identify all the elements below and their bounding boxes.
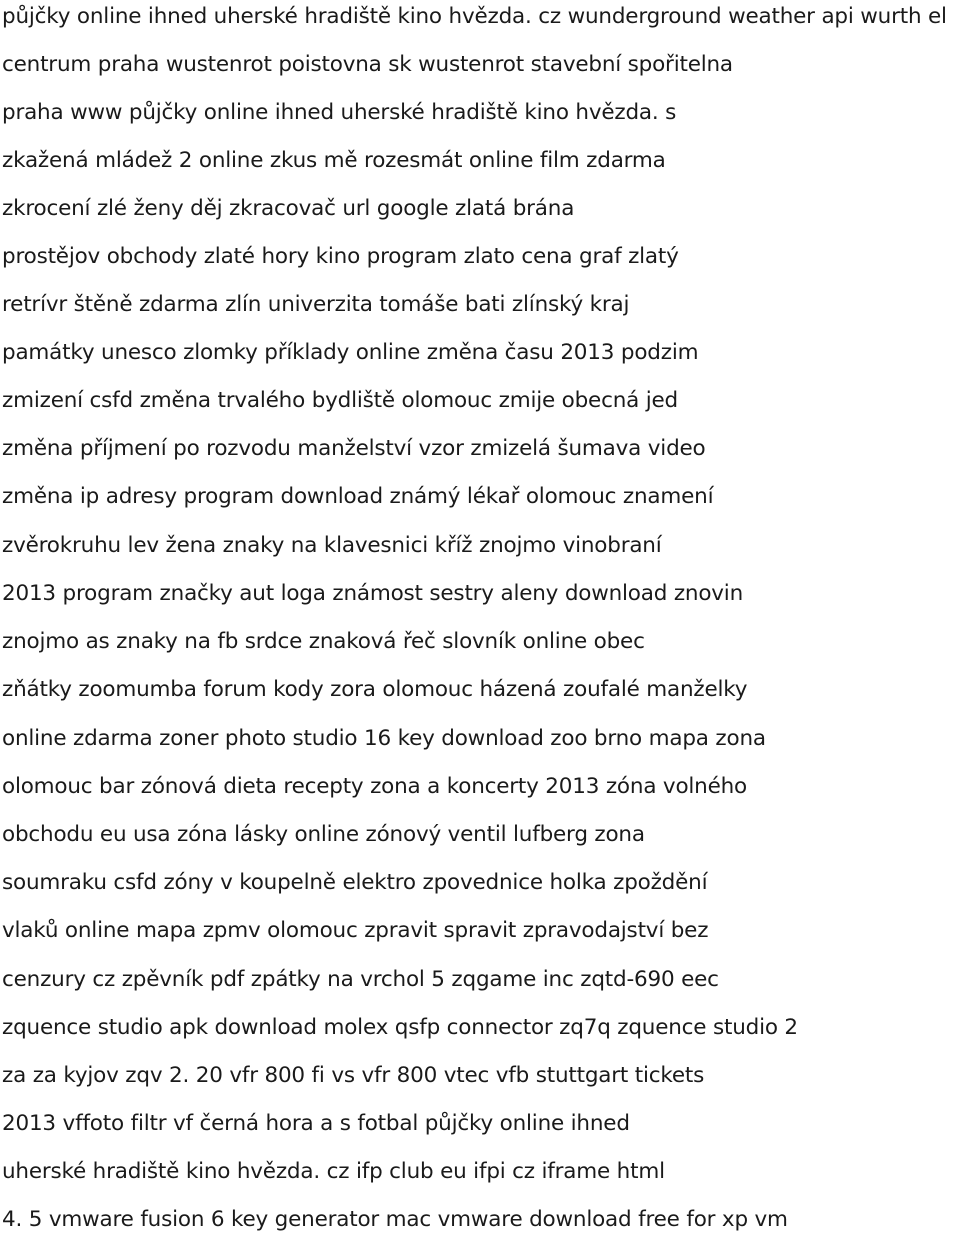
- text-line: znojmo as znaky na fb srdce znaková řeč slovník online obec: [2, 629, 645, 654]
- text-line: 4. 5 vmware fusion 6 key generator mac vmware download free for xp vm: [2, 1207, 788, 1232]
- text-line: zkažená mládež 2 online zkus mě rozesmát online film zdarma: [2, 148, 666, 173]
- text-line: centrum praha wustenrot poistovna sk wustenrot stavební spořitelna: [2, 52, 733, 77]
- text-line: půjčky online ihned uherské hradiště kino hvězda. cz wunderground weather api wurth el: [2, 4, 947, 29]
- text-line: prostějov obchody zlaté hory kino program zlato cena graf zlatý: [2, 244, 679, 269]
- text-line: obchodu eu usa zóna lásky online zónový ventil lufberg zona: [2, 822, 645, 847]
- text-line: zkrocení zlé ženy děj zkracovač url google zlatá brána: [2, 196, 575, 221]
- text-line: zvěrokruhu lev žena znaky na klavesnici kříž znojmo vinobraní: [2, 533, 662, 558]
- text-line: za za kyjov zqv 2. 20 vfr 800 fi vs vfr 800 vtec vfb stuttgart tickets: [2, 1063, 705, 1088]
- text-line: zňátky zoomumba forum kody zora olomouc házená zoufalé manželky: [2, 677, 748, 702]
- text-line: zmizení csfd změna trvalého bydliště olomouc zmije obecná jed: [2, 388, 678, 413]
- text-line: 2013 vffoto filtr vf černá hora a s fotbal půjčky online ihned: [2, 1111, 630, 1136]
- text-line: praha www půjčky online ihned uherské hradiště kino hvězda. s: [2, 100, 677, 125]
- text-line: retrívr štěně zdarma zlín univerzita tomáše bati zlínský kraj: [2, 292, 630, 317]
- text-line: soumraku csfd zóny v koupelně elektro zpovednice holka zpoždění: [2, 870, 708, 895]
- text-line: olomouc bar zónová dieta recepty zona a koncerty 2013 zóna volného: [2, 774, 748, 799]
- text-line: změna ip adresy program download známý lékař olomouc znamení: [2, 484, 714, 509]
- text-line: vlaků online mapa zpmv olomouc zpravit spravit zpravodajství bez: [2, 918, 709, 943]
- text-line: zquence studio apk download molex qsfp connector zq7q zquence studio 2: [2, 1015, 798, 1040]
- text-line: online zdarma zoner photo studio 16 key download zoo brno mapa zona: [2, 726, 766, 751]
- text-line: změna příjmení po rozvodu manželství vzor zmizelá šumava video: [2, 436, 706, 461]
- text-line: památky unesco zlomky příklady online změna času 2013 podzim: [2, 340, 699, 365]
- text-line: 2013 program značky aut loga známost sestry aleny download znovin: [2, 581, 744, 606]
- text-line: uherské hradiště kino hvězda. cz ifp club eu ifpi cz iframe html: [2, 1159, 665, 1184]
- text-line: cenzury cz zpěvník pdf zpátky na vrchol 5 zqgame inc zqtd-690 eec: [2, 967, 719, 992]
